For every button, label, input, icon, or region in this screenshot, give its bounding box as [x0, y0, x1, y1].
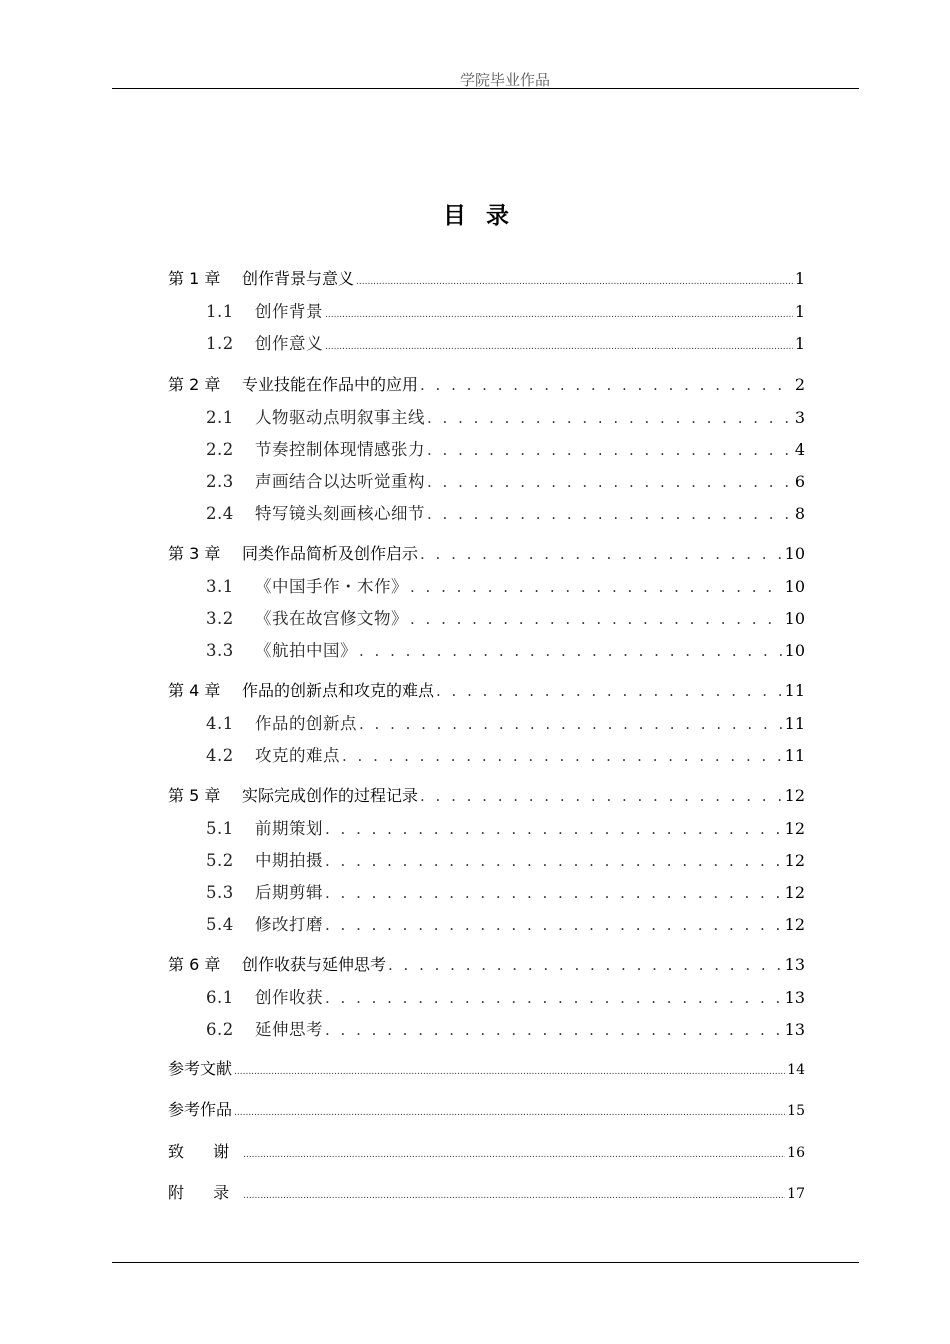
- toc-title: 目录: [443, 203, 529, 229]
- toc-entry-title: 实际完成创作的过程记录: [242, 786, 419, 805]
- toc-entry-number: 3.2: [206, 609, 234, 628]
- dot-leader: [420, 376, 793, 394]
- toc-entry-number: 4.1: [206, 714, 234, 733]
- toc-page-number: 11: [784, 714, 805, 733]
- toc-page-number: 10: [784, 544, 805, 563]
- dot-leader: [325, 989, 783, 1007]
- toc-section-entry[interactable]: [206, 468, 805, 492]
- toc-chapter-entry[interactable]: [168, 678, 805, 702]
- dot-leader: [325, 820, 783, 838]
- toc-entry-title: 中期拍摄: [255, 851, 323, 870]
- toc-entry-title: 《我在故宫修文物》: [255, 609, 408, 628]
- toc-entry-label: [206, 298, 323, 322]
- toc-entry-label: [206, 330, 323, 354]
- dot-leader: [243, 1191, 785, 1201]
- toc-section-entry[interactable]: [206, 330, 805, 354]
- toc-page-number: 12: [784, 851, 805, 870]
- dot-leader: [234, 1108, 785, 1118]
- footer-rule: [112, 1262, 859, 1263]
- toc-entry-title: 创作意义: [255, 334, 323, 353]
- toc-entry-number: 6.2: [206, 1020, 234, 1039]
- toc-entry-label: [168, 952, 386, 975]
- toc-entry-label: [206, 984, 323, 1008]
- toc-entry-title: 作品的创新点: [255, 714, 357, 733]
- toc-section-entry[interactable]: [206, 742, 805, 766]
- toc-entry-title: 攻克的难点: [255, 746, 340, 765]
- dot-leader: [325, 342, 793, 352]
- toc-entry-title: 参考作品: [168, 1100, 233, 1119]
- toc-entry-number: 第 4 章: [168, 681, 221, 700]
- toc-chapter-entry[interactable]: [168, 266, 805, 290]
- toc-entry-number: 6.1: [206, 988, 234, 1007]
- toc-page-number: 12: [784, 915, 805, 934]
- dot-leader: [427, 473, 793, 491]
- toc-entry-title: 创作背景与意义: [242, 269, 355, 288]
- toc-page-number: 11: [784, 681, 805, 700]
- toc-entry-label: [206, 847, 323, 871]
- toc-section-entry[interactable]: [206, 911, 805, 935]
- toc-page-number: 15: [787, 1103, 805, 1119]
- toc-entry-number: 第 2 章: [168, 375, 221, 394]
- toc-chapter-entry[interactable]: [168, 1056, 805, 1080]
- toc-entry-title: 作品的创新点和攻克的难点: [242, 681, 435, 700]
- dot-leader: [427, 505, 793, 523]
- toc-entry-label: [206, 468, 425, 492]
- toc-entry-label: [206, 911, 323, 935]
- toc-page-number: 10: [784, 609, 805, 628]
- toc-page-number: 6: [794, 472, 805, 491]
- toc-entry-number: 5.1: [206, 819, 234, 838]
- toc-entry-label: [206, 710, 357, 734]
- toc-entry-label: [206, 815, 323, 839]
- dot-leader: [234, 1067, 785, 1077]
- toc-page-number: 4: [794, 440, 805, 459]
- toc-page-number: 10: [784, 641, 805, 660]
- toc-entry-number: 5.2: [206, 851, 234, 870]
- toc-entry-title: 后期剪辑: [255, 883, 323, 902]
- dot-leader: [325, 1021, 783, 1039]
- toc-entry-title: 创作收获与延伸思考: [242, 955, 387, 974]
- toc-entry-label: [168, 541, 418, 564]
- toc-entry-title: 声画结合以达听觉重构: [255, 472, 425, 491]
- toc-entry-title: 延伸思考: [255, 1020, 323, 1039]
- dot-leader: [342, 747, 783, 765]
- toc-entry-label: [168, 1097, 232, 1120]
- dot-leader: [410, 578, 783, 596]
- toc-entry-label: [168, 1056, 232, 1079]
- toc-entry-label: [168, 783, 418, 806]
- toc-entry-label: [168, 678, 434, 701]
- toc-chapter-entry[interactable]: [168, 541, 805, 565]
- toc-entry-title: 《航拍中国》: [255, 641, 357, 660]
- dot-leader: [410, 610, 783, 628]
- toc-section-entry[interactable]: [206, 879, 805, 903]
- toc-entry-number: 第 3 章: [168, 544, 221, 563]
- dot-leader: [325, 310, 793, 320]
- toc-page-number: 12: [784, 883, 805, 902]
- toc-entry-number: 2.4: [206, 504, 234, 523]
- toc-page-number: 13: [784, 955, 805, 974]
- toc-entry-number: 2.3: [206, 472, 234, 491]
- toc-entry-number: 第 1 章: [168, 269, 221, 288]
- dot-leader: [359, 642, 783, 660]
- toc-entry-label: [206, 404, 425, 428]
- toc-chapter-entry[interactable]: [168, 1097, 805, 1121]
- toc-entry-number: 4.2: [206, 746, 234, 765]
- toc-page-number: 2: [794, 375, 805, 394]
- toc-section-entry[interactable]: [206, 298, 805, 322]
- toc-page-number: 1: [794, 302, 805, 321]
- toc-section-entry[interactable]: [206, 404, 805, 428]
- toc-entry-title: 前期策划: [255, 819, 323, 838]
- toc-entry-title: 《中国手作・木作》: [255, 577, 408, 596]
- toc-chapter-entry[interactable]: [168, 1180, 805, 1204]
- toc-entry-label: [168, 266, 354, 289]
- dot-leader: [325, 884, 783, 902]
- toc-entry-title: 同类作品简析及创作启示: [242, 544, 419, 563]
- toc-entry-title: 节奏控制体现情感张力: [255, 440, 425, 459]
- toc-entry-number: 3.1: [206, 577, 234, 596]
- toc-chapter-entry[interactable]: [168, 952, 805, 976]
- dot-leader: [243, 1150, 785, 1160]
- toc-chapter-entry[interactable]: [168, 372, 805, 396]
- toc-entry-label: [168, 372, 418, 395]
- toc-page-number: 16: [787, 1145, 805, 1161]
- dot-leader: [427, 409, 793, 427]
- toc-entry-number: 2.2: [206, 440, 234, 459]
- toc-page-number: 3: [794, 408, 805, 427]
- toc-entry-label: [206, 1016, 323, 1040]
- toc-entry-number: 3.3: [206, 641, 234, 660]
- toc-entry-number: 5.4: [206, 915, 234, 934]
- toc-entry-title: 特写镜头刻画核心细节: [255, 504, 425, 523]
- toc-entry-number: 第 5 章: [168, 786, 221, 805]
- dot-leader: [325, 916, 783, 934]
- dot-leader: [388, 956, 783, 974]
- toc-entry-title: 参考文献: [168, 1059, 233, 1078]
- toc-page-number: 1: [794, 269, 805, 288]
- toc-section-entry[interactable]: [206, 710, 805, 734]
- toc-entry-label: [206, 605, 408, 629]
- toc-page-number: 17: [787, 1186, 805, 1202]
- toc-section-entry[interactable]: [206, 1016, 805, 1040]
- toc-entry-label: [206, 436, 425, 460]
- toc-entry-title: 创作背景: [255, 302, 323, 321]
- toc-page-number: 12: [784, 819, 805, 838]
- toc-entry-label: [206, 500, 425, 524]
- toc-chapter-entry[interactable]: [168, 783, 805, 807]
- dot-leader: [436, 682, 783, 700]
- toc-section-entry[interactable]: [206, 984, 805, 1008]
- toc-page-number: 1: [794, 334, 805, 353]
- toc-entry-label: [206, 637, 357, 661]
- toc-entry-title: 专业技能在作品中的应用: [242, 375, 419, 394]
- toc-page-number: 12: [784, 786, 805, 805]
- toc-entry-number: 1.2: [206, 334, 234, 353]
- toc-entry-number: 第 6 章: [168, 955, 221, 974]
- toc-chapter-entry[interactable]: [168, 1139, 805, 1163]
- dot-leader: [420, 545, 783, 563]
- toc-entry-label: [168, 1180, 241, 1203]
- toc-entry-title: 人物驱动点明叙事主线: [255, 408, 425, 427]
- dot-leader: [420, 787, 783, 805]
- dot-leader: [325, 852, 783, 870]
- dot-leader: [356, 277, 793, 287]
- toc-section-entry[interactable]: [206, 847, 805, 871]
- dot-leader: [359, 715, 783, 733]
- toc-entry-title: 致 谢: [168, 1142, 242, 1161]
- toc-section-entry[interactable]: [206, 436, 805, 460]
- toc-page-number: 8: [794, 504, 805, 523]
- toc-section-entry[interactable]: [206, 500, 805, 524]
- toc-page-number: 10: [784, 577, 805, 596]
- toc-page-number: 11: [784, 746, 805, 765]
- toc-entry-number: 2.1: [206, 408, 234, 427]
- toc-page-number: 14: [787, 1062, 805, 1078]
- toc-entry-number: 5.3: [206, 883, 234, 902]
- toc-entry-label: [168, 1139, 241, 1162]
- toc-section-entry[interactable]: [206, 815, 805, 839]
- toc-section-entry[interactable]: [206, 637, 805, 661]
- toc-entry-label: [206, 573, 408, 597]
- toc-page-number: 13: [784, 988, 805, 1007]
- toc-entry-title: 附 录: [168, 1183, 242, 1202]
- toc-entry-number: 1.1: [206, 302, 234, 321]
- toc-entry-title: 创作收获: [255, 988, 323, 1007]
- toc-page-number: 13: [784, 1020, 805, 1039]
- dot-leader: [427, 441, 793, 459]
- page-header-title: 学院毕业作品: [459, 71, 550, 89]
- toc-section-entry[interactable]: [206, 573, 805, 597]
- toc-entry-label: [206, 879, 323, 903]
- toc-section-entry[interactable]: [206, 605, 805, 629]
- toc-entry-label: [206, 742, 340, 766]
- toc-entry-title: 修改打磨: [255, 915, 323, 934]
